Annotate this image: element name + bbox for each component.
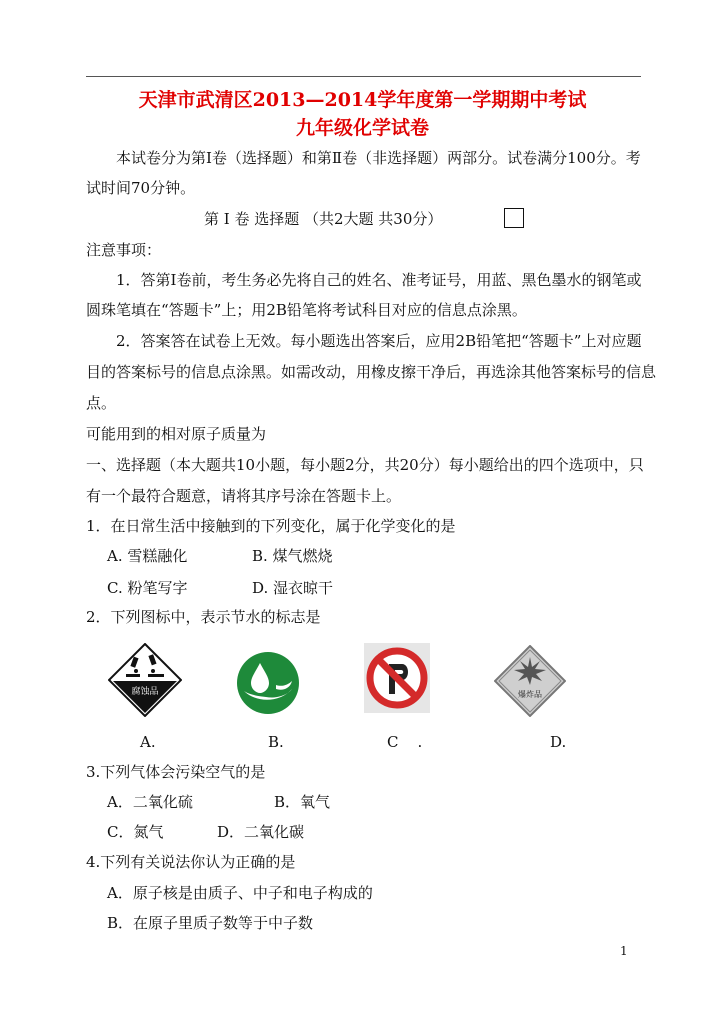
q2-stem: 2．下列图标中，表示节水的标志是 bbox=[86, 608, 321, 626]
header-rule bbox=[86, 76, 641, 77]
q1-option-b: B. 煤气燃烧 bbox=[252, 547, 333, 565]
q3-option-c: C．氮气 bbox=[107, 823, 164, 841]
part1-line-1: 一、选择题（本大题共10小题，每小题2分，共20分）每小题给出的四个选项中，只 bbox=[86, 456, 644, 474]
note-2-line-1: 2．答案答在试卷上无效。每小题选出答案后，应用2B铅笔把“答题卡”上对应题 bbox=[116, 332, 642, 350]
q4-option-a: A．原子核是由质子、中子和电子构成的 bbox=[107, 884, 373, 902]
note-2-line-3: 点。 bbox=[86, 394, 117, 412]
sign-d-label: 爆炸品 bbox=[518, 690, 542, 699]
q1-option-a: A. 雪糕融化 bbox=[107, 547, 188, 565]
atomic-mass-line: 可能用到的相对原子质量为 bbox=[86, 425, 267, 443]
exam-subtitle: 九年级化学试卷 bbox=[295, 117, 429, 139]
notes-title: 注意事项： bbox=[86, 241, 162, 259]
q1-option-d: D. 湿衣晾干 bbox=[252, 579, 334, 597]
q2-option-a: A. bbox=[140, 733, 156, 751]
q2-option-d: D. bbox=[550, 733, 567, 751]
part1-line-2: 有一个最符合题意，请将其序号涂在答题卡上。 bbox=[86, 487, 402, 505]
q1-stem: 1．在日常生活中接触到的下列变化，属于化学变化的是 bbox=[86, 517, 456, 535]
q4-stem: 4.下列有关说法你认为正确的是 bbox=[86, 853, 296, 871]
q1-option-c: C. 粉笔写字 bbox=[107, 579, 188, 597]
score-box bbox=[504, 208, 524, 228]
q2-option-b: B. bbox=[268, 733, 284, 751]
q3-stem: 3.下列气体会污染空气的是 bbox=[86, 763, 266, 781]
q3-option-a: A．二氧化硫 bbox=[107, 793, 193, 811]
no-parking-sign-icon bbox=[364, 643, 430, 717]
intro-line-1: 本试卷分为第Ⅰ卷（选择题）和第Ⅱ卷（非选择题）两部分。试卷满分100分。考 bbox=[116, 149, 641, 167]
section-heading: 第 Ⅰ 卷 选择题 （共2大题 共30分） bbox=[204, 210, 443, 228]
exam-title: 天津市武清区2013—2014学年度第一学期期中考试 bbox=[138, 89, 587, 111]
corrosive-sign-icon bbox=[108, 643, 182, 721]
intro-line-2: 试时间70分钟。 bbox=[86, 179, 196, 197]
note-1-line-1: 1．答第Ⅰ卷前，考生务必先将自己的姓名、准考证号，用蓝、黑色墨水的钢笔或 bbox=[116, 271, 642, 289]
note-2-line-2: 目的答案标号的信息点涂黑。如需改动，用橡皮擦干净后，再选涂其他答案标号的信息 bbox=[86, 363, 657, 381]
q2-option-c: C . bbox=[387, 733, 423, 751]
q4-option-b: B．在原子里质子数等于中子数 bbox=[107, 914, 314, 932]
water-saving-sign-icon bbox=[236, 651, 300, 719]
note-1-line-2: 圆珠笔填在“答题卡”上；用2B铅笔将考试科目对应的信息点涂黑。 bbox=[86, 301, 527, 319]
q3-option-d: D．二氧化碳 bbox=[217, 823, 305, 841]
q3-option-b: B．氧气 bbox=[274, 793, 331, 811]
page-number: 1 bbox=[620, 944, 628, 958]
sign-a-label: 腐蚀品 bbox=[131, 687, 159, 697]
explosive-sign-icon bbox=[494, 645, 566, 721]
